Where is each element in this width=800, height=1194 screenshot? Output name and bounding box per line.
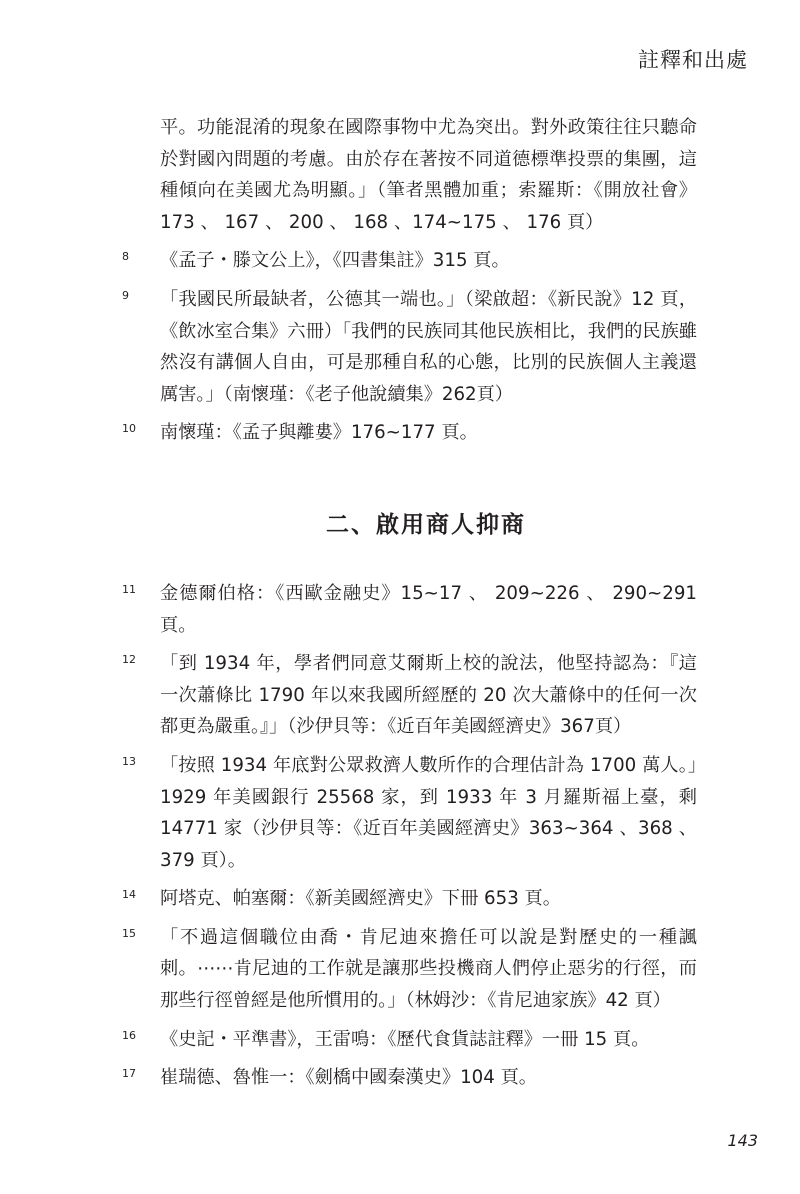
note-number: 13	[122, 754, 136, 768]
note-number: 8	[122, 250, 129, 264]
note-text: 阿塔克、帕塞爾：《新美國經濟史》下冊 653 頁。	[160, 888, 561, 910]
note-text: 《史記・平準書》，王雷鳴：《歷代食貨誌註釋》一冊 15 頁。	[160, 1028, 650, 1050]
note-number: 10	[122, 422, 136, 436]
note-14	[122, 883, 702, 915]
note-number: 17	[122, 1067, 136, 1081]
note-text: 「不過這個職位由喬・肯尼迪來擔任可以說是對歷史的一種諷刺。⋯⋯肯尼迪的工作就是讓那些投機商人們停止惡劣的行徑，而那些行徑曾經是他所慣用的。」（林姆沙：《肯尼迪家族》42 頁）	[160, 926, 697, 1012]
note-text: 平。功能混淆的現象在國際事物中尤為突出。對外政策往往只聽命於對國內問題的考慮。由於存在著按不同道德標準投票的集團，這種傾向在美國尤為明顯。」（筆者黑體加重；索羅斯：《開放社會》173 、 167 、 200 、 168 、174~175 、 176 頁）	[160, 117, 697, 233]
note-number	[122, 112, 160, 117]
note-continuation	[122, 112, 702, 238]
note-8	[122, 245, 702, 277]
running-head: 註釋和出處	[638, 48, 748, 72]
note-number: 9	[122, 288, 129, 302]
note-15	[122, 922, 702, 1017]
page-content	[122, 112, 702, 1101]
note-13	[122, 750, 702, 876]
note-11	[122, 578, 702, 641]
note-text: 「到 1934 年，學者們同意艾爾斯上校的說法，他堅持認為：『這一次蕭條比 1790 年以來我國所經歷的 20 次大蕭條中的任何一次都更為嚴重。』」（沙伊貝等：《近百年美國經濟史》367頁）	[160, 653, 697, 738]
note-9	[122, 284, 702, 410]
note-number: 14	[122, 888, 136, 902]
section-title: 二、啟用商人抑商	[326, 511, 526, 538]
note-text: 《孟子・滕文公上》，《四書集註》315 頁。	[160, 250, 510, 272]
note-number: 11	[122, 582, 136, 596]
note-16	[122, 1024, 702, 1056]
note-text: 「我國民所最缺者，公德其一端也。」（梁啟超：《新民說》12 頁，《飲冰室合集》六冊）「我們的民族同其他民族相比，我們的民族雖然沒有講個人自由，可是那種自私的心態，比別的民族個人主義還厲害。」（南懷瑾：《老子他說續集》262頁）	[160, 288, 697, 405]
note-text: 金德爾伯格：《西歐金融史》15~17 、 209~226 、 290~291 頁。	[160, 582, 697, 636]
note-number: 16	[122, 1028, 136, 1042]
note-12	[122, 648, 702, 743]
note-text: 南懷瑾：《孟子與離婁》176~177 頁。	[160, 422, 478, 444]
note-number: 12	[122, 653, 136, 667]
note-10	[122, 417, 702, 449]
page-number: 143	[727, 1131, 758, 1150]
note-text: 「按照 1934 年底對公眾救濟人數所作的合理估計為 1700 萬人。」1929 年美國銀行 25568 家，到 1933 年 3 月羅斯福上臺，剩 14771 家（沙伊貝等：《近百年美國經濟史》363~364 、368 、 379 頁）。	[160, 754, 697, 871]
note-number: 15	[122, 926, 136, 940]
note-17	[122, 1062, 702, 1094]
note-text: 崔瑞德、魯惟一：《劍橋中國秦漢史》104 頁。	[160, 1067, 537, 1089]
